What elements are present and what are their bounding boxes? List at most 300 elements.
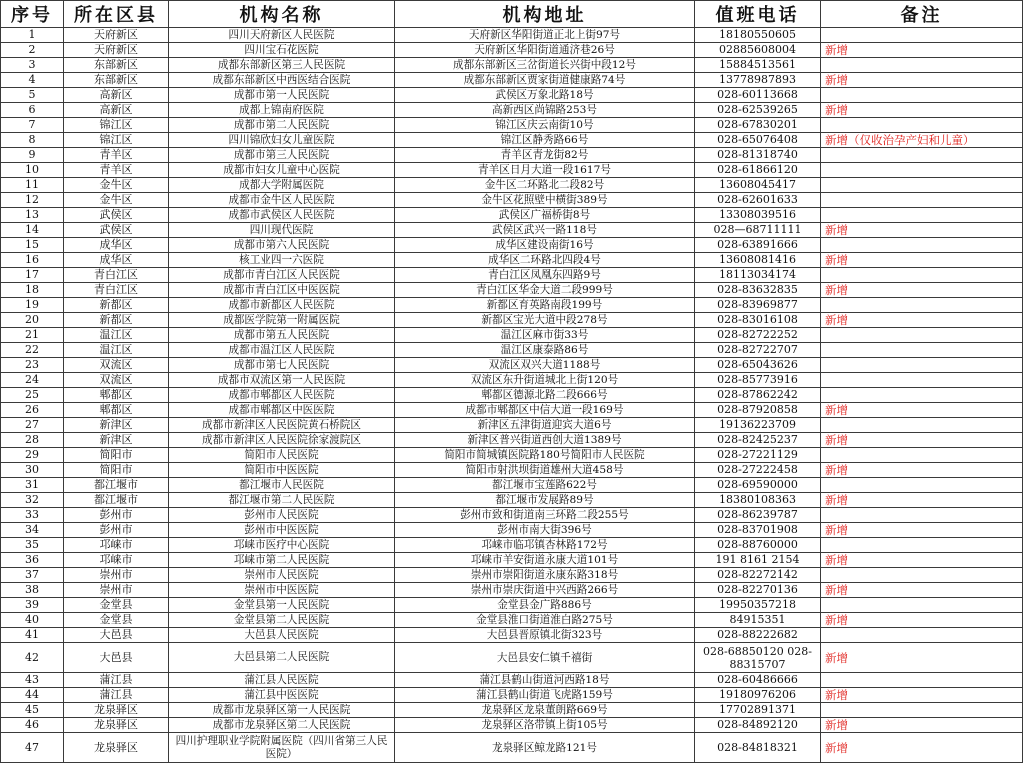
cell-note	[821, 568, 1023, 583]
cell-org-name: 成都市龙泉驿区第二人民医院	[169, 718, 395, 733]
cell-org-address: 大邑县安仁镇千禧街	[395, 643, 695, 673]
cell-org-name: 成都大学附属医院	[169, 178, 395, 193]
cell-duty-phone: 028-82722252	[695, 328, 821, 343]
cell-org-address: 双流区双兴大道1188号	[395, 358, 695, 373]
cell-note	[821, 598, 1023, 613]
cell-duty-phone: 028-83969877	[695, 298, 821, 313]
cell-no: 43	[1, 673, 64, 688]
cell-org-address: 双流区东升街道城北上街120号	[395, 373, 695, 388]
cell-district: 武侯区	[64, 223, 169, 238]
cell-org-address: 天府新区华阳街道通济巷26号	[395, 43, 695, 58]
cell-note: 新增	[821, 463, 1023, 478]
cell-note	[821, 508, 1023, 523]
table-row	[1, 688, 1023, 703]
table-row	[1, 448, 1023, 463]
cell-note: 新增	[821, 433, 1023, 448]
cell-duty-phone: 028-63891666	[695, 238, 821, 253]
table-row	[1, 223, 1023, 238]
table-row	[1, 613, 1023, 628]
cell-district: 金牛区	[64, 178, 169, 193]
cell-no: 16	[1, 253, 64, 268]
cell-org-name: 四川护理职业学院附属医院（四川省第三人民医院）	[169, 733, 395, 763]
cell-district: 蒲江县	[64, 673, 169, 688]
cell-no: 19	[1, 298, 64, 313]
table-row	[1, 358, 1023, 373]
cell-district: 新津区	[64, 418, 169, 433]
cell-org-address: 崇州市崇庆街道中兴西路266号	[395, 583, 695, 598]
cell-org-address: 青白江区华金大道二段999号	[395, 283, 695, 298]
header-org-name: 机构名称	[169, 1, 395, 28]
cell-org-address: 青羊区青龙街82号	[395, 148, 695, 163]
table-row	[1, 538, 1023, 553]
cell-org-name: 成都市金牛区人民医院	[169, 193, 395, 208]
cell-note: 新增	[821, 718, 1023, 733]
cell-district: 青羊区	[64, 148, 169, 163]
header-row	[1, 1, 1023, 28]
table-row	[1, 313, 1023, 328]
cell-org-name: 蒲江县人民医院	[169, 673, 395, 688]
cell-note	[821, 358, 1023, 373]
cell-org-address: 温江区康泰路86号	[395, 343, 695, 358]
cell-district: 邛崃市	[64, 553, 169, 568]
table-row	[1, 703, 1023, 718]
cell-district: 都江堰市	[64, 493, 169, 508]
cell-duty-phone: 13608045417	[695, 178, 821, 193]
cell-note	[821, 673, 1023, 688]
cell-org-address: 彭州市致和街道南三环路二段255号	[395, 508, 695, 523]
cell-duty-phone: 19136223709	[695, 418, 821, 433]
cell-district: 简阳市	[64, 463, 169, 478]
cell-org-address: 邛崃市羊安街道永康大道101号	[395, 553, 695, 568]
cell-no: 4	[1, 73, 64, 88]
cell-no: 47	[1, 733, 64, 763]
cell-org-name: 彭州市人民医院	[169, 508, 395, 523]
cell-org-name: 成都东部新区中西医结合医院	[169, 73, 395, 88]
cell-duty-phone: 028-83701908	[695, 523, 821, 538]
table-row	[1, 253, 1023, 268]
cell-no: 32	[1, 493, 64, 508]
table-row	[1, 733, 1023, 763]
cell-note: 新增	[821, 313, 1023, 328]
cell-no: 44	[1, 688, 64, 703]
cell-district: 龙泉驿区	[64, 703, 169, 718]
cell-district: 邛崃市	[64, 538, 169, 553]
cell-org-name: 核工业四一六医院	[169, 253, 395, 268]
cell-no: 17	[1, 268, 64, 283]
cell-org-address: 锦江区静秀路66号	[395, 133, 695, 148]
cell-note	[821, 208, 1023, 223]
cell-org-name: 成都市郫都区人民医院	[169, 388, 395, 403]
cell-duty-phone: 028-82425237	[695, 433, 821, 448]
cell-org-address: 龙泉驿区龙泉董朗路669号	[395, 703, 695, 718]
cell-org-address: 青羊区日月大道一段1617号	[395, 163, 695, 178]
cell-no: 37	[1, 568, 64, 583]
cell-note: 新增	[821, 613, 1023, 628]
cell-note	[821, 343, 1023, 358]
cell-no: 14	[1, 223, 64, 238]
cell-note	[821, 703, 1023, 718]
cell-org-name: 都江堰市人民医院	[169, 478, 395, 493]
table-row	[1, 103, 1023, 118]
cell-duty-phone: 028-27221129	[695, 448, 821, 463]
header-org-address: 机构地址	[395, 1, 695, 28]
cell-duty-phone: 191 8161 2154	[695, 553, 821, 568]
table-row	[1, 43, 1023, 58]
cell-no: 5	[1, 88, 64, 103]
cell-district: 双流区	[64, 358, 169, 373]
table-row	[1, 583, 1023, 598]
cell-org-name: 崇州市中医医院	[169, 583, 395, 598]
cell-org-address: 成华区二环路北四段4号	[395, 253, 695, 268]
cell-duty-phone: 19950357218	[695, 598, 821, 613]
cell-org-address: 金牛区花照壁中横街389号	[395, 193, 695, 208]
cell-district: 崇州市	[64, 568, 169, 583]
cell-note: 新增	[821, 553, 1023, 568]
table-row	[1, 133, 1023, 148]
cell-district: 锦江区	[64, 118, 169, 133]
table-row	[1, 388, 1023, 403]
cell-org-name: 四川现代医院	[169, 223, 395, 238]
cell-note: 新增	[821, 43, 1023, 58]
cell-note: 新增	[821, 688, 1023, 703]
cell-org-address: 金牛区二环路北二段82号	[395, 178, 695, 193]
table-row	[1, 28, 1023, 43]
cell-no: 18	[1, 283, 64, 298]
cell-org-address: 龙泉驿区洛带镇上街105号	[395, 718, 695, 733]
cell-district: 都江堰市	[64, 478, 169, 493]
cell-duty-phone: 028-82272142	[695, 568, 821, 583]
cell-note	[821, 478, 1023, 493]
cell-org-name: 简阳市人民医院	[169, 448, 395, 463]
cell-district: 东部新区	[64, 73, 169, 88]
cell-org-name: 邛崃市第二人民医院	[169, 553, 395, 568]
cell-no: 3	[1, 58, 64, 73]
cell-note	[821, 238, 1023, 253]
header-district: 所在区县	[64, 1, 169, 28]
cell-org-name: 成都市第五人民医院	[169, 328, 395, 343]
cell-note	[821, 448, 1023, 463]
cell-org-address: 成都东部新区三岔街道长兴街中段12号	[395, 58, 695, 73]
cell-org-name: 成都市第一人民医院	[169, 88, 395, 103]
cell-org-name: 四川锦欣妇女儿童医院	[169, 133, 395, 148]
cell-no: 25	[1, 388, 64, 403]
cell-duty-phone: 13308039516	[695, 208, 821, 223]
cell-note	[821, 118, 1023, 133]
table-row	[1, 148, 1023, 163]
cell-district: 新津区	[64, 433, 169, 448]
cell-district: 成华区	[64, 238, 169, 253]
table-row	[1, 208, 1023, 223]
cell-duty-phone: 15884513561	[695, 58, 821, 73]
cell-district: 青白江区	[64, 268, 169, 283]
table-row	[1, 568, 1023, 583]
cell-note	[821, 88, 1023, 103]
cell-note: 新增	[821, 283, 1023, 298]
cell-duty-phone: 028-83016108	[695, 313, 821, 328]
cell-duty-phone: 84915351	[695, 613, 821, 628]
cell-note	[821, 148, 1023, 163]
cell-note: 新增	[821, 403, 1023, 418]
cell-org-address: 金堂县淮口街道淮白路275号	[395, 613, 695, 628]
cell-no: 38	[1, 583, 64, 598]
cell-no: 29	[1, 448, 64, 463]
cell-district: 东部新区	[64, 58, 169, 73]
table-row	[1, 163, 1023, 178]
table-row	[1, 343, 1023, 358]
cell-note: 新增	[821, 223, 1023, 238]
cell-org-name: 成都东部新区第三人民医院	[169, 58, 395, 73]
cell-no: 28	[1, 433, 64, 448]
cell-duty-phone: 028-84818321	[695, 733, 821, 763]
cell-org-address: 彭州市南大街396号	[395, 523, 695, 538]
cell-no: 35	[1, 538, 64, 553]
cell-org-name: 彭州市中医医院	[169, 523, 395, 538]
cell-district: 蒲江县	[64, 688, 169, 703]
cell-duty-phone: 028-88222682	[695, 628, 821, 643]
cell-org-name: 成都市妇女儿童中心医院	[169, 163, 395, 178]
cell-org-address: 锦江区庆云南街10号	[395, 118, 695, 133]
cell-district: 天府新区	[64, 28, 169, 43]
cell-org-address: 新津区五津街道迎宾大道6号	[395, 418, 695, 433]
cell-no: 34	[1, 523, 64, 538]
cell-duty-phone: 028-27222458	[695, 463, 821, 478]
cell-org-name: 成都市第二人民医院	[169, 118, 395, 133]
cell-district: 武侯区	[64, 208, 169, 223]
header-no: 序号	[1, 1, 64, 28]
cell-district: 锦江区	[64, 133, 169, 148]
cell-org-name: 金堂县第一人民医院	[169, 598, 395, 613]
cell-org-name: 金堂县第二人民医院	[169, 613, 395, 628]
cell-duty-phone: 028-87862242	[695, 388, 821, 403]
cell-no: 46	[1, 718, 64, 733]
cell-duty-phone: 028-81318740	[695, 148, 821, 163]
cell-org-address: 温江区麻市街33号	[395, 328, 695, 343]
cell-note	[821, 373, 1023, 388]
cell-org-address: 大邑县晋原镇北街323号	[395, 628, 695, 643]
cell-org-name: 四川天府新区人民医院	[169, 28, 395, 43]
cell-duty-phone: 028-62601633	[695, 193, 821, 208]
cell-duty-phone: 028-86239787	[695, 508, 821, 523]
cell-no: 42	[1, 643, 64, 673]
cell-duty-phone: 028-65043626	[695, 358, 821, 373]
cell-no: 10	[1, 163, 64, 178]
cell-org-address: 新都区育英路南段199号	[395, 298, 695, 313]
cell-note	[821, 193, 1023, 208]
cell-note	[821, 268, 1023, 283]
table-row	[1, 643, 1023, 673]
table-row	[1, 283, 1023, 298]
cell-district: 崇州市	[64, 583, 169, 598]
cell-org-name: 邛崃市医疗中心医院	[169, 538, 395, 553]
cell-org-name: 成都市青白江区中医医院	[169, 283, 395, 298]
cell-duty-phone: 13608081416	[695, 253, 821, 268]
cell-no: 26	[1, 403, 64, 418]
cell-no: 7	[1, 118, 64, 133]
table-row	[1, 178, 1023, 193]
cell-org-address: 成都东部新区贾家街道健康路74号	[395, 73, 695, 88]
cell-no: 31	[1, 478, 64, 493]
cell-district: 双流区	[64, 373, 169, 388]
cell-no: 30	[1, 463, 64, 478]
table-row	[1, 673, 1023, 688]
cell-district: 青羊区	[64, 163, 169, 178]
cell-duty-phone: 18380108363	[695, 493, 821, 508]
cell-no: 36	[1, 553, 64, 568]
cell-district: 新都区	[64, 298, 169, 313]
cell-district: 温江区	[64, 343, 169, 358]
cell-org-address: 郫都区德源北路二段666号	[395, 388, 695, 403]
cell-no: 11	[1, 178, 64, 193]
table-row	[1, 718, 1023, 733]
cell-org-name: 成都市武侯区人民医院	[169, 208, 395, 223]
cell-note	[821, 328, 1023, 343]
cell-duty-phone: 028-87920858	[695, 403, 821, 418]
cell-org-address: 都江堰市发展路89号	[395, 493, 695, 508]
cell-org-name: 成都市第三人民医院	[169, 148, 395, 163]
cell-duty-phone: 13778987893	[695, 73, 821, 88]
table-row	[1, 118, 1023, 133]
table-row	[1, 523, 1023, 538]
cell-note: 新增	[821, 253, 1023, 268]
cell-org-address: 武侯区广福桥街8号	[395, 208, 695, 223]
cell-org-name: 成都医学院第一附属医院	[169, 313, 395, 328]
cell-org-name: 成都市新津区人民医院黄石桥院区	[169, 418, 395, 433]
cell-district: 大邑县	[64, 628, 169, 643]
cell-org-name: 成都市青白江区人民医院	[169, 268, 395, 283]
cell-district: 龙泉驿区	[64, 718, 169, 733]
cell-note	[821, 58, 1023, 73]
cell-district: 高新区	[64, 88, 169, 103]
cell-org-name: 成都市第七人民医院	[169, 358, 395, 373]
cell-org-address: 蒲江县鹤山街道河西路18号	[395, 673, 695, 688]
cell-district: 龙泉驿区	[64, 733, 169, 763]
cell-org-address: 天府新区华阳街道正北上街97号	[395, 28, 695, 43]
cell-duty-phone: 028-68850120 028-88315707	[695, 643, 821, 673]
cell-org-address: 邛崃市临邛镇杏林路172号	[395, 538, 695, 553]
cell-duty-phone: 028-60113668	[695, 88, 821, 103]
cell-note: 新增	[821, 523, 1023, 538]
table-body	[1, 28, 1023, 763]
cell-note: 新增	[821, 733, 1023, 763]
cell-duty-phone: 028-83632835	[695, 283, 821, 298]
cell-org-name: 成都市温江区人民医院	[169, 343, 395, 358]
cell-org-address: 金堂县金广路886号	[395, 598, 695, 613]
cell-no: 33	[1, 508, 64, 523]
cell-no: 40	[1, 613, 64, 628]
cell-district: 温江区	[64, 328, 169, 343]
cell-org-address: 龙泉驿区鲸龙路121号	[395, 733, 695, 763]
cell-note	[821, 298, 1023, 313]
cell-org-name: 成都市新都区人民医院	[169, 298, 395, 313]
table-row	[1, 73, 1023, 88]
cell-district: 新都区	[64, 313, 169, 328]
cell-no: 2	[1, 43, 64, 58]
cell-duty-phone: 028-60486666	[695, 673, 821, 688]
table-row	[1, 268, 1023, 283]
cell-no: 23	[1, 358, 64, 373]
header-duty-phone: 值班电话	[695, 1, 821, 28]
table-row	[1, 373, 1023, 388]
cell-duty-phone: 18180550605	[695, 28, 821, 43]
cell-note	[821, 628, 1023, 643]
cell-note: 新增	[821, 583, 1023, 598]
cell-org-name: 崇州市人民医院	[169, 568, 395, 583]
cell-note	[821, 28, 1023, 43]
cell-note	[821, 163, 1023, 178]
cell-org-address: 简阳市射洪坝街道雄州大道458号	[395, 463, 695, 478]
cell-org-name: 成都市龙泉驿区第一人民医院	[169, 703, 395, 718]
cell-district: 彭州市	[64, 508, 169, 523]
cell-duty-phone: 02885608004	[695, 43, 821, 58]
cell-org-address: 高新西区尚锦路253号	[395, 103, 695, 118]
cell-org-name: 蒲江县中医医院	[169, 688, 395, 703]
cell-note	[821, 388, 1023, 403]
cell-org-address: 新津区普兴街道西创大道1389号	[395, 433, 695, 448]
cell-org-name: 成都市第六人民医院	[169, 238, 395, 253]
cell-org-name: 成都市双流区第一人民医院	[169, 373, 395, 388]
cell-no: 9	[1, 148, 64, 163]
cell-duty-phone: 028-88760000	[695, 538, 821, 553]
cell-duty-phone: 028-62539265	[695, 103, 821, 118]
table-row	[1, 478, 1023, 493]
cell-district: 金堂县	[64, 613, 169, 628]
cell-no: 22	[1, 343, 64, 358]
table-row	[1, 238, 1023, 253]
cell-no: 41	[1, 628, 64, 643]
cell-no: 21	[1, 328, 64, 343]
table-row	[1, 553, 1023, 568]
cell-no: 8	[1, 133, 64, 148]
cell-note: 新增	[821, 103, 1023, 118]
table-row	[1, 628, 1023, 643]
cell-district: 郫都区	[64, 388, 169, 403]
cell-duty-phone: 028-61866120	[695, 163, 821, 178]
cell-duty-phone: 028—68711111	[695, 223, 821, 238]
cell-org-address: 简阳市简城镇医院路180号简阳市人民医院	[395, 448, 695, 463]
cell-org-address: 新都区宝光大道中段278号	[395, 313, 695, 328]
table-row	[1, 298, 1023, 313]
cell-org-address: 崇州市崇阳街道永康东路318号	[395, 568, 695, 583]
cell-no: 13	[1, 208, 64, 223]
table-row	[1, 493, 1023, 508]
cell-no: 20	[1, 313, 64, 328]
cell-org-name: 成都上锦南府医院	[169, 103, 395, 118]
cell-note: 新增	[821, 73, 1023, 88]
cell-note: 新增	[821, 493, 1023, 508]
cell-no: 15	[1, 238, 64, 253]
cell-no: 27	[1, 418, 64, 433]
cell-org-name: 成都市新津区人民医院徐家渡院区	[169, 433, 395, 448]
cell-org-address: 蒲江县鹤山街道飞虎路159号	[395, 688, 695, 703]
cell-note	[821, 178, 1023, 193]
cell-org-name: 大邑县人民医院	[169, 628, 395, 643]
cell-org-name: 四川宝石花医院	[169, 43, 395, 58]
cell-note	[821, 418, 1023, 433]
table-row	[1, 193, 1023, 208]
cell-note	[821, 538, 1023, 553]
cell-no: 1	[1, 28, 64, 43]
cell-org-address: 都江堰市宝莲路622号	[395, 478, 695, 493]
cell-duty-phone: 19180976206	[695, 688, 821, 703]
cell-district: 金堂县	[64, 598, 169, 613]
cell-no: 12	[1, 193, 64, 208]
cell-district: 金牛区	[64, 193, 169, 208]
table-row	[1, 598, 1023, 613]
cell-duty-phone: 028-85773916	[695, 373, 821, 388]
cell-duty-phone: 028-82722707	[695, 343, 821, 358]
cell-district: 简阳市	[64, 448, 169, 463]
table-row	[1, 328, 1023, 343]
